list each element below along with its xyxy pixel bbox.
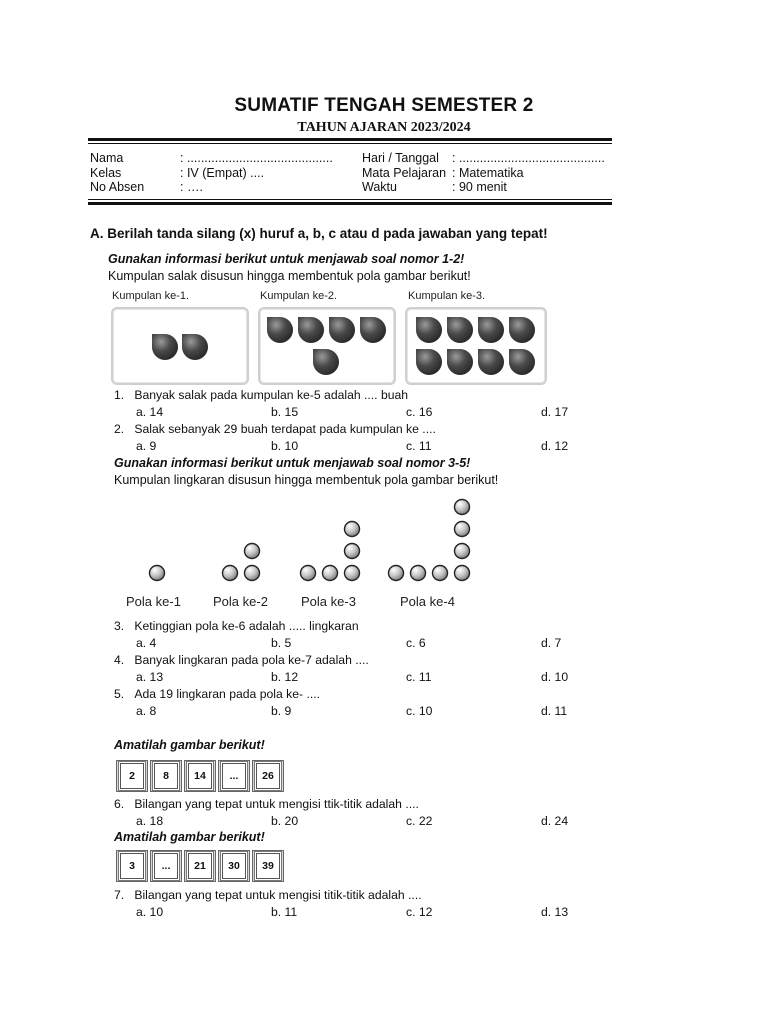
q4-option-c[interactable]: c. 11 bbox=[406, 670, 432, 684]
info-left bbox=[90, 151, 333, 195]
group1-text: Kumpulan salak disusun hingga membentuk pola gambar berikut! bbox=[108, 269, 471, 283]
q5-option-b[interactable]: b. 9 bbox=[271, 704, 292, 718]
sequence-box bbox=[150, 760, 182, 792]
pola-3-label: Pola ke-3 bbox=[301, 594, 356, 609]
panel1 bbox=[111, 307, 249, 385]
group2-text: Kumpulan lingkaran disusun hingga membentuk pola gambar berikut! bbox=[114, 473, 499, 487]
q2-option-c[interactable]: c. 11 bbox=[406, 439, 432, 453]
q6-option-c[interactable]: c. 22 bbox=[406, 814, 433, 828]
circle-icon bbox=[345, 544, 360, 559]
header-rule-bottom bbox=[88, 202, 612, 205]
circle-icon bbox=[433, 566, 448, 581]
circle-icon bbox=[345, 522, 360, 537]
circle-icon bbox=[455, 566, 470, 581]
sequence-value: 26 bbox=[256, 763, 280, 789]
q1-option-c[interactable]: c. 16 bbox=[406, 405, 433, 419]
salak-icon bbox=[478, 349, 504, 375]
pola-1-label: Pola ke-1 bbox=[126, 594, 181, 609]
sequence-value: 39 bbox=[256, 853, 280, 879]
q4-option-d[interactable]: d. 10 bbox=[541, 670, 569, 684]
sequence-box bbox=[116, 850, 148, 882]
circle-icon bbox=[455, 544, 470, 559]
salak-icon bbox=[298, 317, 324, 343]
observe2-instruction: Amatilah gambar berikut! bbox=[114, 830, 265, 844]
info-row-absen: No Absen : …. bbox=[90, 180, 203, 194]
info-row-mapel: Mata Pelajaran : Matematika bbox=[362, 165, 524, 180]
salak-icon bbox=[182, 334, 208, 360]
sequence-box bbox=[252, 760, 284, 792]
question-7: 7. Bilangan yang tepat untuk mengisi titik-titik adalah .... bbox=[114, 888, 422, 902]
q6-option-b[interactable]: b. 20 bbox=[271, 814, 299, 828]
panel2-label: Kumpulan ke-2. bbox=[260, 290, 338, 302]
info-row-hari: Hari / Tanggal : .......................................... bbox=[362, 151, 605, 165]
circle-patterns bbox=[100, 492, 500, 584]
header-rule-bottom-thin bbox=[88, 199, 612, 200]
salak-icon bbox=[478, 317, 504, 343]
q7-option-b[interactable]: b. 11 bbox=[271, 905, 298, 919]
sequence-box bbox=[218, 850, 250, 882]
header-rule-top bbox=[88, 138, 612, 141]
salak-icon bbox=[329, 317, 355, 343]
salak-icon bbox=[509, 317, 535, 343]
info-right bbox=[362, 151, 605, 195]
header-rule-top-thin bbox=[88, 143, 612, 144]
panel3-fruits bbox=[407, 309, 545, 383]
circle-icon bbox=[301, 566, 316, 581]
circle-icon bbox=[389, 566, 404, 581]
sequence-value: ... bbox=[222, 763, 246, 789]
salak-icon bbox=[416, 349, 442, 375]
circle-icon bbox=[245, 544, 260, 559]
sequence-box bbox=[184, 850, 216, 882]
circle-icon bbox=[411, 566, 426, 581]
panel3-label: Kumpulan ke-3. bbox=[408, 290, 486, 302]
page-title: SUMATIF TENGAH SEMESTER 2 bbox=[234, 95, 534, 116]
info-row-nama: Nama : .......................................... bbox=[90, 151, 333, 165]
salak-icon bbox=[267, 317, 293, 343]
panel2 bbox=[258, 307, 396, 385]
sequence-box bbox=[150, 850, 182, 882]
question-5: 5. Ada 19 lingkaran pada pola ke- .... bbox=[114, 687, 320, 701]
q5-option-a[interactable]: a. 8 bbox=[136, 704, 157, 718]
observe1-instruction: Amatilah gambar berikut! bbox=[114, 738, 265, 752]
salak-icon bbox=[152, 334, 178, 360]
q3-option-d[interactable]: d. 7 bbox=[541, 636, 562, 650]
circle-icon bbox=[455, 500, 470, 515]
info-row-kelas: Kelas : IV (Empat) .... bbox=[90, 165, 265, 180]
q2-option-b[interactable]: b. 10 bbox=[271, 439, 299, 453]
pola-2-label: Pola ke-2 bbox=[213, 594, 268, 609]
salak-icon bbox=[360, 317, 386, 343]
q1-option-a[interactable]: a. 14 bbox=[136, 405, 164, 419]
question-4: 4. Banyak lingkaran pada pola ke-7 adalah .... bbox=[114, 653, 369, 667]
question-6: 6. Bilangan yang tepat untuk mengisi ttik-titik adalah .... bbox=[114, 797, 419, 811]
q4-option-b[interactable]: b. 12 bbox=[271, 670, 299, 684]
sequence-value: 21 bbox=[188, 853, 212, 879]
circle-icon bbox=[455, 522, 470, 537]
info-row-waktu: Waktu : 90 menit bbox=[362, 180, 507, 194]
sequence-value: 30 bbox=[222, 853, 246, 879]
panel2-fruits bbox=[260, 309, 394, 383]
page-subtitle: TAHUN AJARAN 2023/2024 bbox=[297, 120, 471, 135]
salak-icon bbox=[509, 349, 535, 375]
q4-option-a[interactable]: a. 13 bbox=[136, 670, 164, 684]
group1-instruction: Gunakan informasi berikut untuk menjawab soal nomor 1-2! bbox=[108, 252, 465, 266]
q5-option-c[interactable]: c. 10 bbox=[406, 704, 433, 718]
sequence-value: ... bbox=[154, 853, 178, 879]
group2-instruction: Gunakan informasi berikut untuk menjawab soal nomor 3-5! bbox=[114, 456, 471, 470]
q1-option-d[interactable]: d. 17 bbox=[541, 405, 569, 419]
sequence-box bbox=[116, 760, 148, 792]
question-2: 2. Salak sebanyak 29 buah terdapat pada kumpulan ke .... bbox=[114, 422, 436, 436]
question-3: 3. Ketinggian pola ke-6 adalah ..... lingkaran bbox=[114, 619, 359, 633]
salak-icon bbox=[416, 317, 442, 343]
q7-option-a[interactable]: a. 10 bbox=[136, 905, 164, 919]
salak-icon bbox=[447, 349, 473, 375]
q2-option-d[interactable]: d. 12 bbox=[541, 439, 569, 453]
q6-option-a[interactable]: a. 18 bbox=[136, 814, 164, 828]
panel3 bbox=[405, 307, 547, 385]
sequence-value: 8 bbox=[154, 763, 178, 789]
sequence-box bbox=[184, 760, 216, 792]
panel1-label: Kumpulan ke-1. bbox=[112, 290, 190, 302]
q3-option-a[interactable]: a. 4 bbox=[136, 636, 157, 650]
circle-icon bbox=[223, 566, 238, 581]
sequence-value: 14 bbox=[188, 763, 212, 789]
q7-option-d[interactable]: d. 13 bbox=[541, 905, 569, 919]
salak-icon bbox=[447, 317, 473, 343]
q3-option-c[interactable]: c. 6 bbox=[406, 636, 426, 650]
circle-icon bbox=[345, 566, 360, 581]
q7-option-c[interactable]: c. 12 bbox=[406, 905, 433, 919]
circle-icon bbox=[150, 566, 165, 581]
q1-option-b[interactable]: b. 15 bbox=[271, 405, 299, 419]
sequence-box bbox=[218, 760, 250, 792]
sequence-boxes-1 bbox=[116, 760, 286, 792]
salak-icon bbox=[313, 349, 339, 375]
sequence-boxes-2 bbox=[116, 850, 286, 882]
q6-option-d[interactable]: d. 24 bbox=[541, 814, 569, 828]
question-1: 1. Banyak salak pada kumpulan ke-5 adalah .... buah bbox=[114, 388, 409, 402]
pola-4-label: Pola ke-4 bbox=[400, 594, 455, 609]
panel1-fruits bbox=[113, 309, 247, 383]
q3-option-b[interactable]: b. 5 bbox=[271, 636, 292, 650]
q2-option-a[interactable]: a. 9 bbox=[136, 439, 157, 453]
section-a-heading: A. Berilah tanda silang (x) huruf a, b, c atau d pada jawaban yang tepat! bbox=[90, 226, 548, 241]
circle-icon bbox=[245, 566, 260, 581]
sequence-box bbox=[252, 850, 284, 882]
sequence-value: 3 bbox=[120, 853, 144, 879]
sequence-value: 2 bbox=[120, 763, 144, 789]
circle-icon bbox=[323, 566, 338, 581]
q5-option-d[interactable]: d. 11 bbox=[541, 704, 568, 718]
